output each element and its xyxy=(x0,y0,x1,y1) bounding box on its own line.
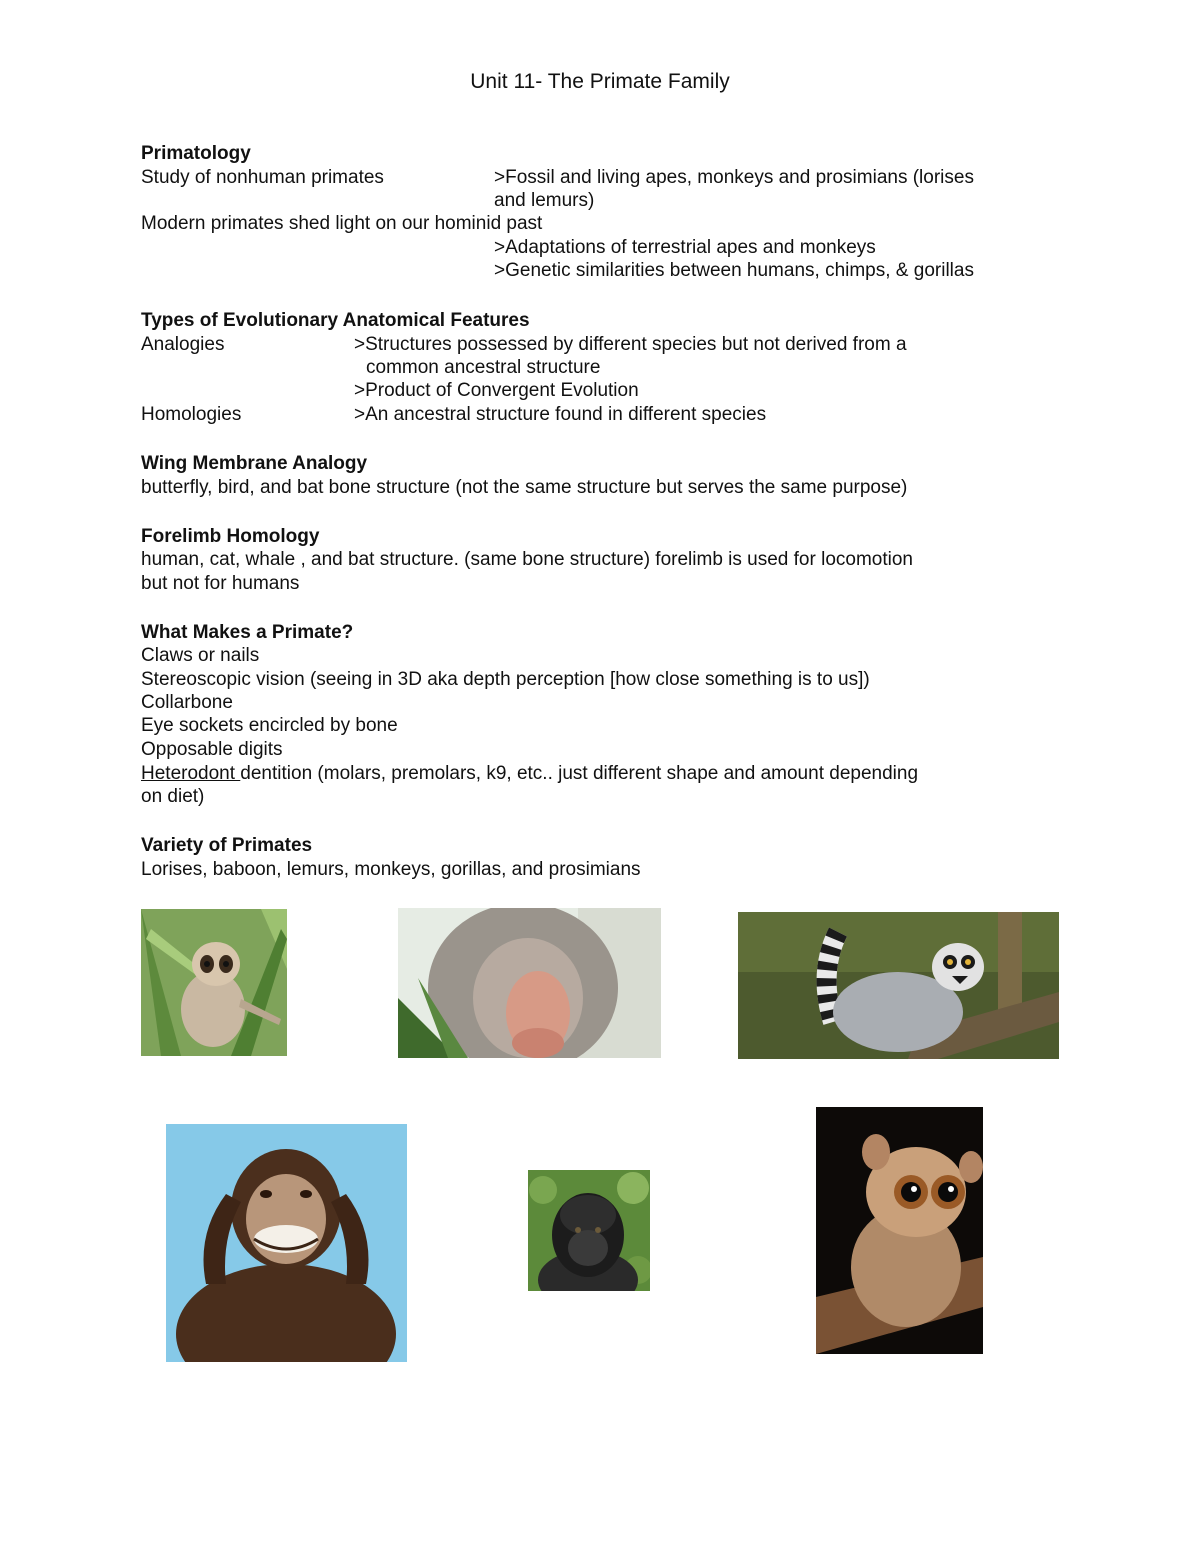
study-note-2: and lemurs) xyxy=(494,190,595,211)
homologies-note: >An ancestral structure found in different species xyxy=(354,404,767,425)
forelimb-text-1: human, cat, whale , and bat structure. (same bone structure) forelimb is used for locomotion xyxy=(141,549,913,570)
lemur-photo xyxy=(738,912,1059,1059)
study-label: Study of nonhuman primates xyxy=(141,167,384,188)
loris-photo xyxy=(141,909,287,1056)
analogies-note-1: >Structures possessed by different species but not derived from a xyxy=(354,334,907,355)
tarsier-photo xyxy=(816,1107,983,1354)
modern-note-1: >Adaptations of terrestrial apes and monkeys xyxy=(494,237,876,258)
primate-item-6 xyxy=(141,762,918,785)
primate-heading: What Makes a Primate? xyxy=(141,622,354,643)
primate-item-1: Claws or nails xyxy=(141,645,260,666)
analogies-note-2: common ancestral structure xyxy=(366,357,601,378)
primate-item-6-rest: dentition (molars, premolars, k9, etc.. just different shape and amount depending xyxy=(240,763,919,784)
analogies-label: Analogies xyxy=(141,334,225,355)
modern-label: Modern primates shed light on our hominid past xyxy=(141,213,543,234)
modern-note-2: >Genetic similarities between humans, chimps, & gorillas xyxy=(494,260,974,281)
forelimb-heading: Forelimb Homology xyxy=(141,526,320,547)
features-heading: Types of Evolutionary Anatomical Features xyxy=(141,310,530,331)
gorilla-photo xyxy=(528,1170,650,1291)
analogies-note-3: >Product of Convergent Evolution xyxy=(354,380,639,401)
study-note-1: >Fossil and living apes, monkeys and prosimians (lorises xyxy=(494,167,974,188)
chimpanzee-photo xyxy=(166,1124,407,1362)
primate-item-6-cont: on diet) xyxy=(141,786,205,807)
primate-item-3: Collarbone xyxy=(141,692,233,713)
primate-item-4: Eye sockets encircled by bone xyxy=(141,715,398,736)
forelimb-text-2: but not for humans xyxy=(141,573,300,594)
baboon-photo xyxy=(398,908,661,1058)
primatology-heading: Primatology xyxy=(141,143,251,164)
page-title: Unit 11- The Primate Family xyxy=(470,70,730,93)
wing-text: butterfly, bird, and bat bone structure (not the same structure but serves the same purpose) xyxy=(141,477,908,498)
heterodont-term: Heterodont xyxy=(141,763,241,784)
variety-heading: Variety of Primates xyxy=(141,835,313,856)
wing-heading: Wing Membrane Analogy xyxy=(141,453,368,474)
primate-item-2: Stereoscopic vision (seeing in 3D aka depth perception [how close something is to us]) xyxy=(141,669,870,690)
variety-text: Lorises, baboon, lemurs, monkeys, gorillas, and prosimians xyxy=(141,859,641,880)
primate-item-5: Opposable digits xyxy=(141,739,283,760)
homologies-label: Homologies xyxy=(141,404,242,425)
